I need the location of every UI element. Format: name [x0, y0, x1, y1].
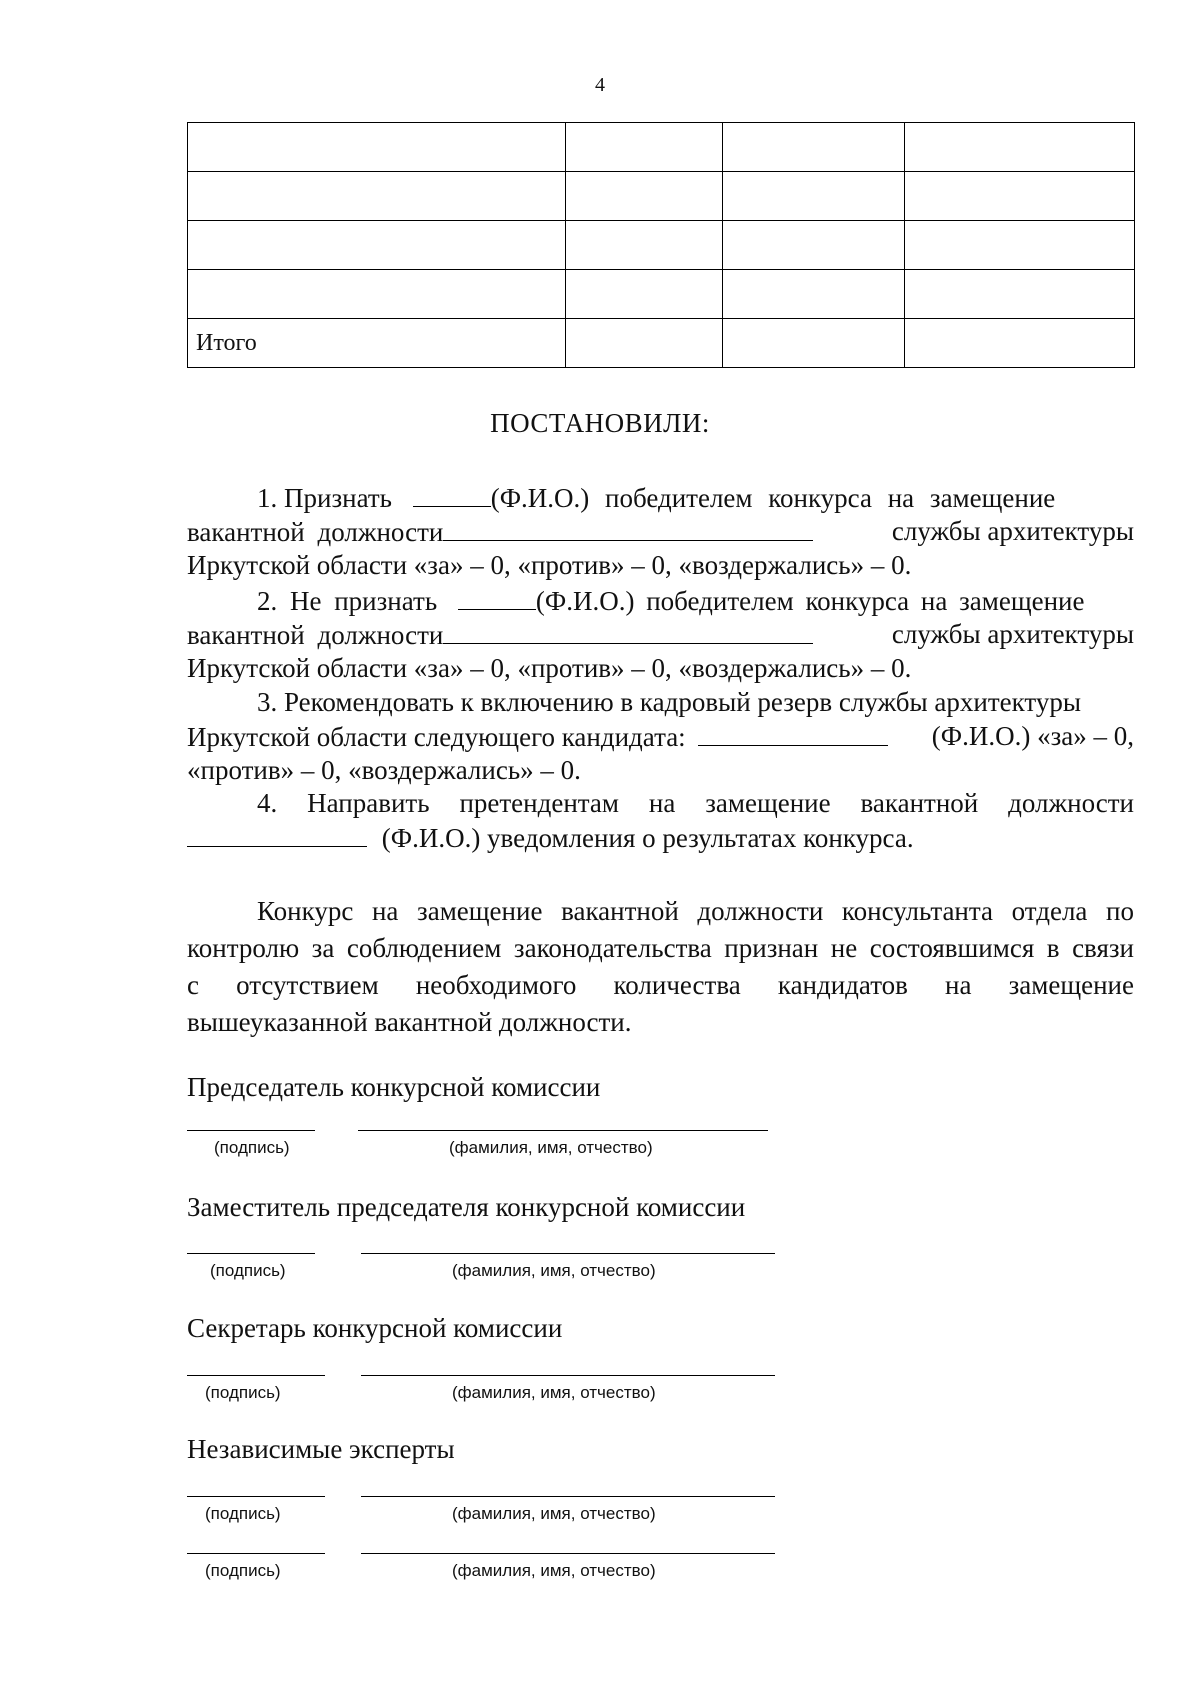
signature-line — [187, 1496, 325, 1497]
notice-paragraph — [187, 893, 1134, 1041]
name-caption: (фамилия, имя, отчество) — [452, 1383, 656, 1402]
name-blank — [698, 719, 888, 746]
table-cell — [566, 270, 723, 319]
item-line: вакантной должности службы архитектуры — [187, 619, 1134, 650]
notice-line: Конкурс на замещение вакантной должности консультанта отдела по — [257, 896, 1134, 926]
position-blank — [443, 617, 813, 644]
signature-line — [187, 1253, 315, 1254]
table-cell — [723, 270, 905, 319]
signature-line — [187, 1553, 325, 1554]
notice-line: с отсутствием необходимого количества кандидатов на замещение — [187, 970, 1134, 1000]
table-cell — [566, 123, 723, 172]
results-table — [187, 122, 1135, 368]
page-number: 4 — [595, 74, 605, 96]
table-row — [188, 221, 1135, 270]
table-cell — [905, 221, 1135, 270]
position-blank — [443, 514, 813, 541]
signature-line — [187, 1375, 325, 1376]
table-row — [188, 172, 1135, 221]
item-line: 3. Рекомендовать к включению в кадровый резерв службы архитектуры — [257, 687, 1081, 717]
item-line: Иркутской области «за» – 0, «против» – 0, «воздержались» – 0. — [187, 550, 912, 580]
decision-item-4 — [187, 786, 1134, 854]
name-caption: (фамилия, имя, отчество) — [449, 1138, 653, 1157]
secretary-title: Секретарь конкурсной комиссии — [187, 1313, 563, 1343]
item-line: (Ф.И.О.) уведомления о результатах конкурса. — [187, 820, 1134, 854]
total-label: Итого — [188, 319, 566, 368]
name-blank — [458, 583, 536, 610]
name-line — [361, 1496, 775, 1497]
name-line — [361, 1253, 775, 1254]
item-line: 4. Направить претендентам на замещение вакантной должности — [257, 788, 1134, 818]
signature-caption: (подпись) — [205, 1504, 281, 1523]
name-blank — [187, 820, 367, 847]
name-blank — [413, 480, 491, 507]
decision-item-1 — [187, 480, 1134, 582]
signature-caption: (подпись) — [205, 1383, 281, 1402]
name-line — [358, 1130, 768, 1131]
table-cell — [723, 123, 905, 172]
table-row — [188, 270, 1135, 319]
chair-title: Председатель конкурсной комиссии — [187, 1072, 601, 1102]
signature-caption: (подпись) — [205, 1561, 281, 1580]
decision-item-2 — [187, 583, 1134, 685]
table-cell — [188, 270, 566, 319]
signature-caption: (подпись) — [210, 1261, 286, 1280]
notice-line: вышеуказанной вакантной должности. — [187, 1007, 632, 1037]
section-heading: ПОСТАНОВИЛИ: — [490, 408, 710, 438]
table-cell — [723, 221, 905, 270]
table-cell — [188, 172, 566, 221]
decision-item-3 — [187, 685, 1134, 787]
signature-caption: (подпись) — [214, 1138, 290, 1157]
table-cell — [905, 270, 1135, 319]
table-cell — [188, 221, 566, 270]
name-caption: (фамилия, имя, отчество) — [452, 1504, 656, 1523]
deputy-title: Заместитель председателя конкурсной комиссии — [187, 1192, 746, 1222]
name-caption: (фамилия, имя, отчество) — [452, 1261, 656, 1280]
item-line: Иркутской области следующего кандидата: (Ф.И.О.) «за» – 0, — [187, 721, 1134, 752]
table-cell — [905, 319, 1135, 368]
item-line: «против» – 0, «воздержались» – 0. — [187, 755, 581, 785]
name-caption: (фамилия, имя, отчество) — [452, 1561, 656, 1580]
table-total-row — [188, 319, 1135, 368]
name-line — [361, 1375, 775, 1376]
table-cell — [723, 172, 905, 221]
table-cell — [905, 123, 1135, 172]
table-cell — [723, 319, 905, 368]
table-cell — [566, 221, 723, 270]
experts-title: Независимые эксперты — [187, 1434, 455, 1464]
table-cell — [188, 123, 566, 172]
item-line: Иркутской области «за» – 0, «против» – 0, «воздержались» – 0. — [187, 653, 912, 683]
signature-line — [187, 1130, 315, 1131]
table-cell — [566, 172, 723, 221]
name-line — [361, 1553, 775, 1554]
item-line: вакантной должности службы архитектуры — [187, 516, 1134, 547]
table-cell — [905, 172, 1135, 221]
table-row — [188, 123, 1135, 172]
table-cell — [566, 319, 723, 368]
item-line: 2. Не признать (Ф.И.О.) победителем конкурса на замещение — [187, 583, 1134, 617]
notice-line: контролю за соблюдением законодательства признан не состоявшимся в связи — [187, 933, 1134, 963]
item-line: 1. Признать (Ф.И.О.) победителем конкурса на замещение — [187, 480, 1134, 514]
